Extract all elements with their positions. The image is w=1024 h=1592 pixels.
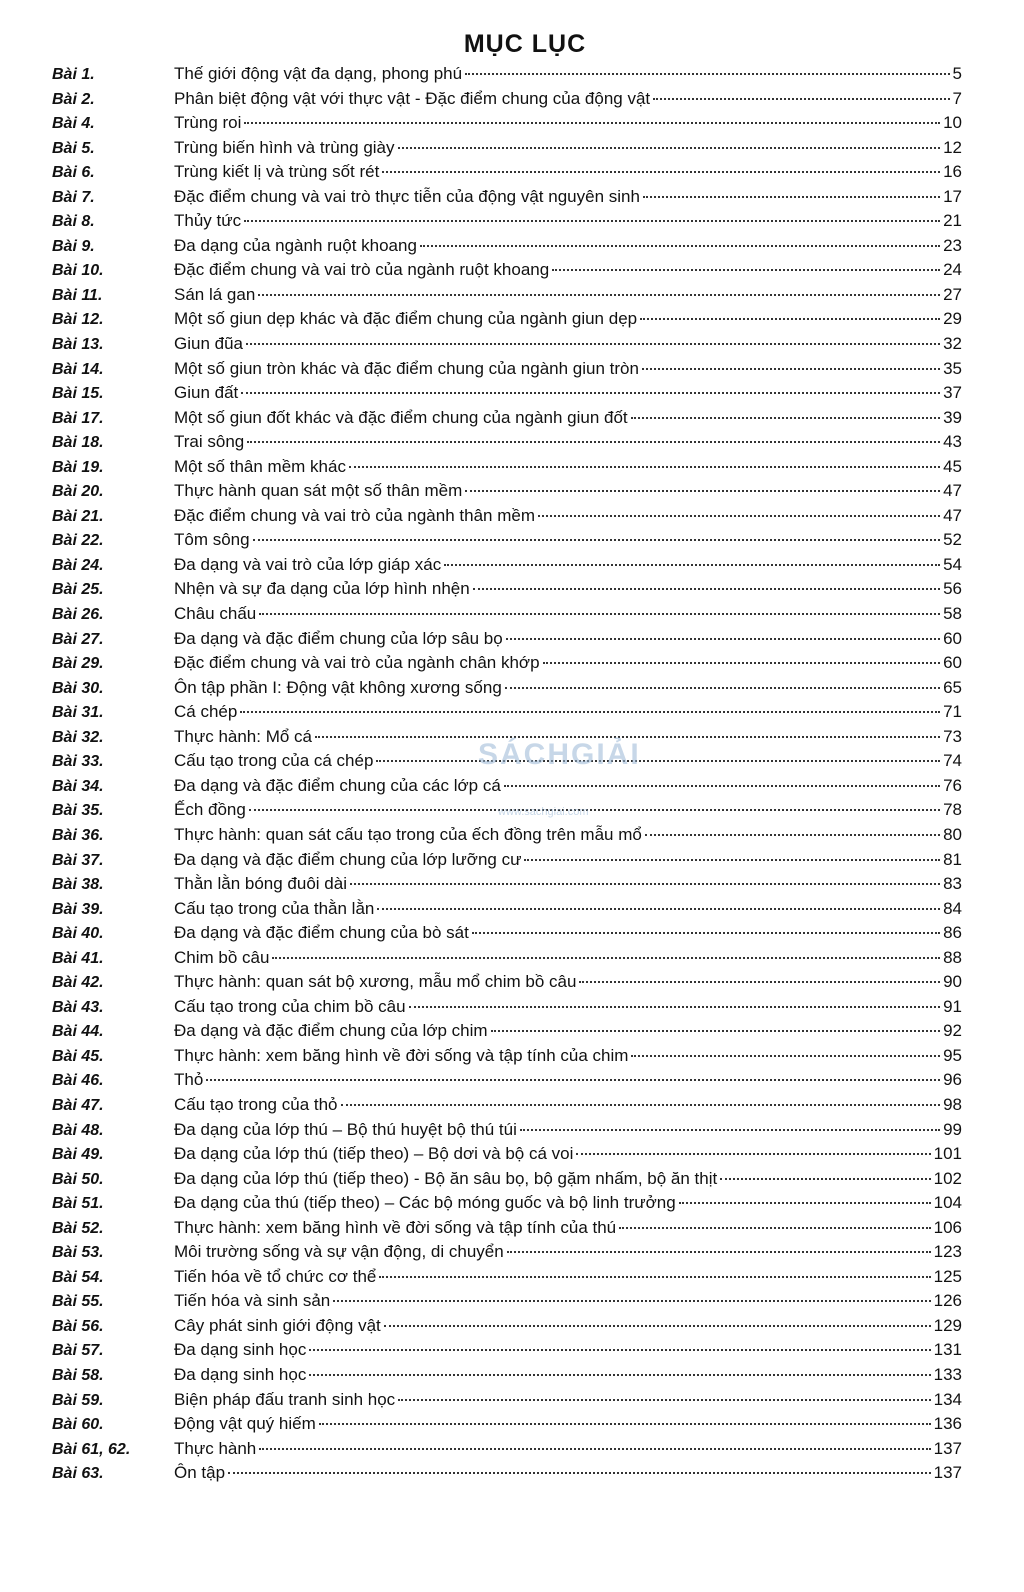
dot-leader: [377, 908, 940, 910]
page-number: 27: [943, 284, 962, 304]
lesson-number: Bài 51.: [52, 1195, 104, 1213]
toc-entry: [52, 577, 962, 602]
dot-leader: [244, 122, 940, 124]
lesson-title: Thực hành: xem băng hình về đời sống và tập tính của chim: [174, 1045, 629, 1065]
page-number: 54: [943, 554, 962, 574]
dot-leader: [241, 392, 940, 394]
toc-entry: [52, 676, 962, 701]
lesson-title: Đặc điểm chung và vai trò của ngành chân khớp: [174, 653, 540, 673]
page-number: 65: [943, 677, 962, 697]
toc-entry: [52, 872, 962, 897]
lesson-number: Bài 19.: [52, 458, 104, 476]
dot-leader: [473, 588, 940, 590]
lesson-number: Bài 20.: [52, 483, 104, 501]
dot-leader: [640, 318, 940, 320]
lesson-title: Môi trường sống và sự vận động, di chuyển: [174, 1242, 504, 1262]
dot-leader: [643, 196, 940, 198]
dot-leader: [253, 539, 940, 541]
toc-entry: [52, 528, 962, 553]
dot-leader: [382, 171, 940, 173]
page-number: 137: [933, 1463, 962, 1483]
lesson-number: Bài 39.: [52, 900, 104, 918]
lesson-number: Bài 35.: [52, 802, 104, 820]
dot-leader: [653, 98, 949, 100]
lesson-title: Trùng roi: [174, 113, 242, 133]
lesson-number: Bài 38.: [52, 876, 104, 894]
toc-entry: [52, 1388, 962, 1413]
page-number: 58: [943, 604, 962, 624]
watermark-url: www.sachgiai.com: [498, 806, 589, 818]
lesson-title: Một số giun tròn khác và đặc điểm chung của ngành giun tròn: [174, 358, 639, 378]
dot-leader: [398, 1399, 930, 1401]
dot-leader: [506, 638, 940, 640]
lesson-title: Đặc điểm chung và vai trò thực tiễn của động vật nguyên sinh: [174, 186, 640, 206]
toc-entry: [52, 1191, 962, 1216]
lesson-number: Bài 11.: [52, 286, 103, 304]
page-number: 76: [943, 775, 962, 795]
lesson-number: Bài 58.: [52, 1366, 104, 1384]
lesson-number: Bài 55.: [52, 1293, 104, 1311]
toc-entry: [52, 1068, 962, 1093]
page-number: 21: [943, 211, 962, 231]
lesson-number: Bài 31.: [52, 704, 104, 722]
lesson-title: Cấu tạo trong của chim bồ câu: [174, 996, 406, 1016]
lesson-number: Bài 36.: [52, 826, 104, 844]
dot-leader: [420, 245, 940, 247]
dot-leader: [507, 1251, 931, 1253]
lesson-title: Động vật quý hiếm: [174, 1414, 316, 1434]
toc-entry: [52, 283, 962, 308]
toc-entry: [52, 995, 962, 1020]
dot-leader: [272, 957, 940, 959]
lesson-title: Thế giới động vật đa dạng, phong phú: [174, 64, 463, 83]
lesson-title: Trai sông: [174, 432, 245, 452]
toc-entry: [52, 1412, 962, 1437]
toc-entry: [52, 1437, 962, 1462]
page-number: 35: [943, 358, 962, 378]
lesson-title: Trùng kiết lị và trùng sốt rét: [174, 162, 380, 182]
page-number: 5: [952, 64, 962, 83]
lesson-title: Thực hành quan sát một số thân mềm: [174, 481, 463, 501]
toc-entry: [52, 307, 962, 332]
lesson-number: Bài 6.: [52, 164, 95, 182]
lesson-number: Bài 56.: [52, 1317, 104, 1335]
lesson-number: Bài 18.: [52, 434, 104, 452]
lesson-title: Thỏ: [174, 1070, 204, 1090]
dot-leader: [246, 343, 940, 345]
dot-leader: [520, 1129, 940, 1131]
lesson-title: Đa dạng và đặc điểm chung của các lớp cá: [174, 775, 501, 795]
page-number: 12: [943, 137, 962, 157]
toc-entry: [52, 479, 962, 504]
lesson-title: Ếch đồng: [174, 800, 246, 820]
dot-leader: [504, 785, 940, 787]
lesson-title: Cấu tạo trong của cá chép: [174, 751, 374, 771]
dot-leader: [384, 1325, 931, 1327]
lesson-number: Bài 8.: [52, 213, 95, 231]
lesson-title: Biện pháp đấu tranh sinh học: [174, 1389, 396, 1409]
page-number: 90: [943, 972, 962, 992]
lesson-number: Bài 21.: [52, 507, 104, 525]
dot-leader: [349, 466, 940, 468]
lesson-number: Bài 4.: [52, 115, 95, 133]
page-number: 133: [933, 1364, 962, 1384]
dot-leader: [465, 73, 949, 75]
dot-leader: [240, 711, 940, 713]
toc-entry: [52, 1265, 962, 1290]
page-number: 91: [943, 996, 962, 1016]
lesson-title: Đa dạng của thú (tiếp theo) – Các bộ móng guốc và bộ linh trưởng: [174, 1193, 676, 1213]
page-number: 74: [943, 751, 962, 771]
lesson-title: Phân biệt động vật với thực vật - Đặc điểm chung của động vật: [174, 88, 651, 108]
page-number: 123: [933, 1242, 962, 1262]
page-number: 10: [943, 113, 962, 133]
lesson-title: Châu chấu: [174, 604, 257, 624]
lesson-title: Đa dạng sinh học: [174, 1340, 307, 1360]
dot-leader: [472, 932, 940, 934]
lesson-number: Bài 34.: [52, 777, 104, 795]
lesson-title: Nhện và sự đa dạng của lớp hình nhện: [174, 579, 470, 599]
toc-entry: [52, 1216, 962, 1241]
lesson-number: Bài 5.: [52, 139, 95, 157]
lesson-title: Đa dạng của lớp thú – Bộ thú huyệt bộ thú túi: [174, 1119, 517, 1139]
toc-entry: [52, 455, 962, 480]
lesson-number: Bài 57.: [52, 1342, 104, 1360]
lesson-number: Bài 42.: [52, 974, 104, 992]
dot-leader: [538, 515, 940, 517]
toc-entry: [52, 185, 962, 210]
toc-entry: [52, 1363, 962, 1388]
lesson-number: Bài 44.: [52, 1023, 104, 1041]
page-number: 23: [943, 235, 962, 255]
page-number: 47: [943, 505, 962, 525]
lesson-number: Bài 24.: [52, 556, 104, 574]
table-of-contents: [52, 62, 962, 1486]
lesson-title: Đa dạng của ngành ruột khoang: [174, 235, 417, 255]
page-number: 52: [943, 530, 962, 550]
page-number: 125: [933, 1266, 962, 1286]
toc-entry: [52, 1240, 962, 1265]
toc-entry: [52, 848, 962, 873]
lesson-number: Bài 7.: [52, 188, 95, 206]
lesson-number: Bài 61, 62.: [52, 1440, 131, 1458]
lesson-number: Bài 9.: [52, 237, 95, 255]
dot-leader: [465, 490, 940, 492]
toc-entry: [52, 430, 962, 455]
lesson-number: Bài 53.: [52, 1244, 104, 1262]
dot-leader: [679, 1202, 931, 1204]
page-number: 106: [933, 1217, 962, 1237]
page-number: 73: [943, 726, 962, 746]
lesson-number: Bài 2.: [52, 90, 95, 108]
dot-leader: [376, 760, 940, 762]
lesson-number: Bài 45.: [52, 1047, 104, 1065]
dot-leader: [631, 1055, 940, 1057]
dot-leader: [258, 294, 940, 296]
toc-entry: [52, 357, 962, 382]
lesson-number: Bài 26.: [52, 606, 104, 624]
toc-entry: [52, 1314, 962, 1339]
lesson-title: Cấu tạo trong của thỏ: [174, 1094, 338, 1114]
toc-entry: [52, 602, 962, 627]
lesson-title: Một số giun dẹp khác và đặc điểm chung của ngành giun dẹp: [174, 309, 638, 329]
page-number: 134: [933, 1389, 962, 1409]
dot-leader: [642, 368, 940, 370]
page-number: 95: [943, 1045, 962, 1065]
dot-leader: [247, 441, 940, 443]
lesson-number: Bài 12.: [52, 311, 104, 329]
page-number: 7: [952, 88, 962, 108]
page-number: 24: [943, 260, 962, 280]
lesson-number: Bài 15.: [52, 385, 104, 403]
page-number: 137: [933, 1438, 962, 1458]
toc-entry: [52, 774, 962, 799]
dot-leader: [645, 834, 940, 836]
lesson-number: Bài 41.: [52, 949, 104, 967]
page-number: 99: [943, 1119, 962, 1139]
lesson-number: Bài 46.: [52, 1072, 104, 1090]
toc-entry: [52, 234, 962, 259]
lesson-number: Bài 47.: [52, 1096, 104, 1114]
page-number: 29: [943, 309, 962, 329]
lesson-number: Bài 25.: [52, 581, 104, 599]
lesson-title: Tiến hóa và sinh sản: [174, 1291, 331, 1311]
lesson-title: Đa dạng và đặc điểm chung của lớp chim: [174, 1021, 488, 1041]
lesson-number: Bài 59.: [52, 1391, 104, 1409]
lesson-title: Thực hành: quan sát bộ xương, mẫu mổ chim bồ câu: [174, 972, 577, 992]
toc-entry: [52, 553, 962, 578]
toc-entry: [52, 1167, 962, 1192]
page-number: 17: [943, 186, 962, 206]
dot-leader: [341, 1104, 941, 1106]
lesson-title: Trùng biến hình và trùng giày: [174, 137, 395, 157]
lesson-title: Một số giun đốt khác và đặc điểm chung của ngành giun đốt: [174, 407, 628, 427]
lesson-number: Bài 37.: [52, 851, 104, 869]
lesson-number: Bài 33.: [52, 753, 104, 771]
dot-leader: [619, 1227, 930, 1229]
page-number: 104: [933, 1193, 962, 1213]
page-number: 47: [943, 481, 962, 501]
lesson-number: Bài 10.: [52, 262, 104, 280]
toc-entry: [52, 921, 962, 946]
toc-entry: [52, 136, 962, 161]
lesson-number: Bài 1.: [52, 66, 95, 83]
toc-entry: [52, 87, 962, 112]
toc-entry: [52, 62, 962, 87]
toc-entry: [52, 823, 962, 848]
toc-entry: [52, 946, 962, 971]
dot-leader: [720, 1178, 930, 1180]
page-number: 136: [933, 1414, 962, 1434]
lesson-title: Thực hành: Mổ cá: [174, 726, 313, 746]
page-number: 102: [933, 1168, 962, 1188]
lesson-title: Đa dạng của lớp thú (tiếp theo) - Bộ ăn sâu bọ, bộ gặm nhấm, bộ ăn thịt: [174, 1168, 718, 1188]
toc-entry: [52, 111, 962, 136]
toc-entry: [52, 627, 962, 652]
toc-entry: [52, 1461, 962, 1486]
lesson-number: Bài 40.: [52, 925, 104, 943]
lesson-number: Bài 13.: [52, 336, 104, 354]
dot-leader: [309, 1374, 930, 1376]
lesson-title: Đa dạng và vai trò của lớp giáp xác: [174, 554, 442, 574]
toc-entry: [52, 1093, 962, 1118]
lesson-title: Ôn tập phần I: Động vật không xương sống: [174, 677, 502, 697]
dot-leader: [309, 1349, 930, 1351]
toc-entry: [52, 504, 962, 529]
toc-entry: [52, 258, 962, 283]
page-number: 43: [943, 432, 962, 452]
page-number: 81: [943, 849, 962, 869]
lesson-number: Bài 32.: [52, 728, 104, 746]
toc-entry: [52, 406, 962, 431]
page-number: 60: [943, 653, 962, 673]
page-number: 80: [943, 824, 962, 844]
dot-leader: [244, 220, 940, 222]
page-number: 96: [943, 1070, 962, 1090]
page-number: 45: [943, 456, 962, 476]
toc-entry: [52, 651, 962, 676]
page-number: 78: [943, 800, 962, 820]
dot-leader: [524, 859, 940, 861]
lesson-title: Chim bồ câu: [174, 947, 270, 967]
dot-leader: [333, 1300, 930, 1302]
lesson-title: Đa dạng và đặc điểm chung của lớp sâu bọ: [174, 628, 503, 648]
lesson-title: Thủy tức: [174, 211, 242, 231]
lesson-title: Thực hành: quan sát cấu tạo trong của ếch đồng trên mẫu mổ: [174, 824, 642, 844]
dot-leader: [228, 1472, 931, 1474]
toc-entry: [52, 1289, 962, 1314]
lesson-number: Bài 29.: [52, 655, 104, 673]
toc-entry: [52, 897, 962, 922]
lesson-number: Bài 54.: [52, 1268, 104, 1286]
toc-entry: [52, 1118, 962, 1143]
toc-entry: [52, 970, 962, 995]
lesson-title: Thực hành: [174, 1438, 257, 1458]
toc-entry: [52, 209, 962, 234]
dot-leader: [398, 147, 941, 149]
lesson-number: Bài 60.: [52, 1416, 104, 1434]
lesson-title: Ôn tập: [174, 1463, 226, 1483]
dot-leader: [576, 1153, 930, 1155]
lesson-number: Bài 27.: [52, 630, 104, 648]
lesson-title: Đa dạng sinh học: [174, 1364, 307, 1384]
page-number: 56: [943, 579, 962, 599]
lesson-title: Giun đũa: [174, 334, 243, 354]
lesson-title: Giun đất: [174, 383, 239, 403]
lesson-title: Thằn lằn bóng đuôi dài: [174, 874, 347, 894]
dot-leader: [206, 1079, 940, 1081]
lesson-title: Cấu tạo trong của thằn lằn: [174, 898, 375, 918]
lesson-number: Bài 30.: [52, 679, 104, 697]
lesson-number: Bài 63.: [52, 1465, 104, 1483]
toc-entry: [52, 1142, 962, 1167]
page-number: 60: [943, 628, 962, 648]
page-number: 131: [933, 1340, 962, 1360]
dot-leader: [409, 1006, 941, 1008]
toc-entry: [52, 332, 962, 357]
page-number: 126: [933, 1291, 962, 1311]
lesson-title: Thực hành: xem băng hình về đời sống và tập tính của thú: [174, 1217, 617, 1237]
dot-leader: [379, 1276, 930, 1278]
lesson-title: Đa dạng của lớp thú (tiếp theo) – Bộ dơi và bộ cá voi: [174, 1144, 574, 1164]
page-title: MỤC LỤC: [463, 30, 587, 58]
dot-leader: [552, 269, 940, 271]
dot-leader: [543, 662, 941, 664]
page-number: 92: [943, 1021, 962, 1041]
dot-leader: [319, 1423, 931, 1425]
toc-entry: [52, 381, 962, 406]
dot-leader: [350, 883, 940, 885]
page-number: 71: [943, 702, 962, 722]
lesson-title: Đặc điểm chung và vai trò của ngành thân mềm: [174, 505, 535, 525]
page-number: 101: [933, 1144, 962, 1164]
watermark-logo: SÁCHGIẢI: [478, 738, 641, 771]
page-number: 84: [943, 898, 962, 918]
page-number: 98: [943, 1094, 962, 1114]
lesson-title: Đa dạng và đặc điểm chung của lớp lưỡng cư: [174, 849, 522, 869]
dot-leader: [259, 1448, 930, 1450]
toc-entry: [52, 160, 962, 185]
lesson-number: Bài 43.: [52, 998, 104, 1016]
lesson-number: Bài 52.: [52, 1219, 104, 1237]
lesson-number: Bài 14.: [52, 360, 104, 378]
dot-leader: [631, 417, 940, 419]
dot-leader: [491, 1030, 941, 1032]
lesson-title: Đa dạng và đặc điểm chung của bò sát: [174, 923, 469, 943]
page-number: 16: [943, 162, 962, 182]
dot-leader: [579, 981, 940, 983]
lesson-title: Tôm sông: [174, 530, 250, 550]
dot-leader: [249, 809, 940, 811]
lesson-number: Bài 17.: [52, 409, 104, 427]
page-number: 129: [933, 1315, 962, 1335]
page-number: 39: [943, 407, 962, 427]
toc-entry: [52, 1044, 962, 1069]
toc-entry: [52, 700, 962, 725]
dot-leader: [259, 613, 940, 615]
lesson-title: Một số thân mềm khác: [174, 456, 346, 476]
lesson-title: Cá chép: [174, 702, 238, 722]
lesson-number: Bài 48.: [52, 1121, 104, 1139]
page-number: 83: [943, 874, 962, 894]
page-number: 86: [943, 923, 962, 943]
dot-leader: [505, 687, 940, 689]
lesson-title: Đặc điểm chung và vai trò của ngành ruột khoang: [174, 260, 550, 280]
lesson-title: Tiến hóa về tổ chức cơ thể: [174, 1266, 377, 1286]
lesson-title: Cây phát sinh giới động vật: [174, 1315, 381, 1335]
lesson-number: Bài 22.: [52, 532, 104, 550]
page-number: 88: [943, 947, 962, 967]
toc-entry: [52, 1338, 962, 1363]
lesson-number: Bài 50.: [52, 1170, 104, 1188]
lesson-title: Sán lá gan: [174, 284, 256, 304]
dot-leader: [444, 564, 940, 566]
lesson-number: Bài 49.: [52, 1146, 104, 1164]
toc-entry: [52, 1019, 962, 1044]
page-number: 37: [943, 383, 962, 403]
page-number: 32: [943, 334, 962, 354]
